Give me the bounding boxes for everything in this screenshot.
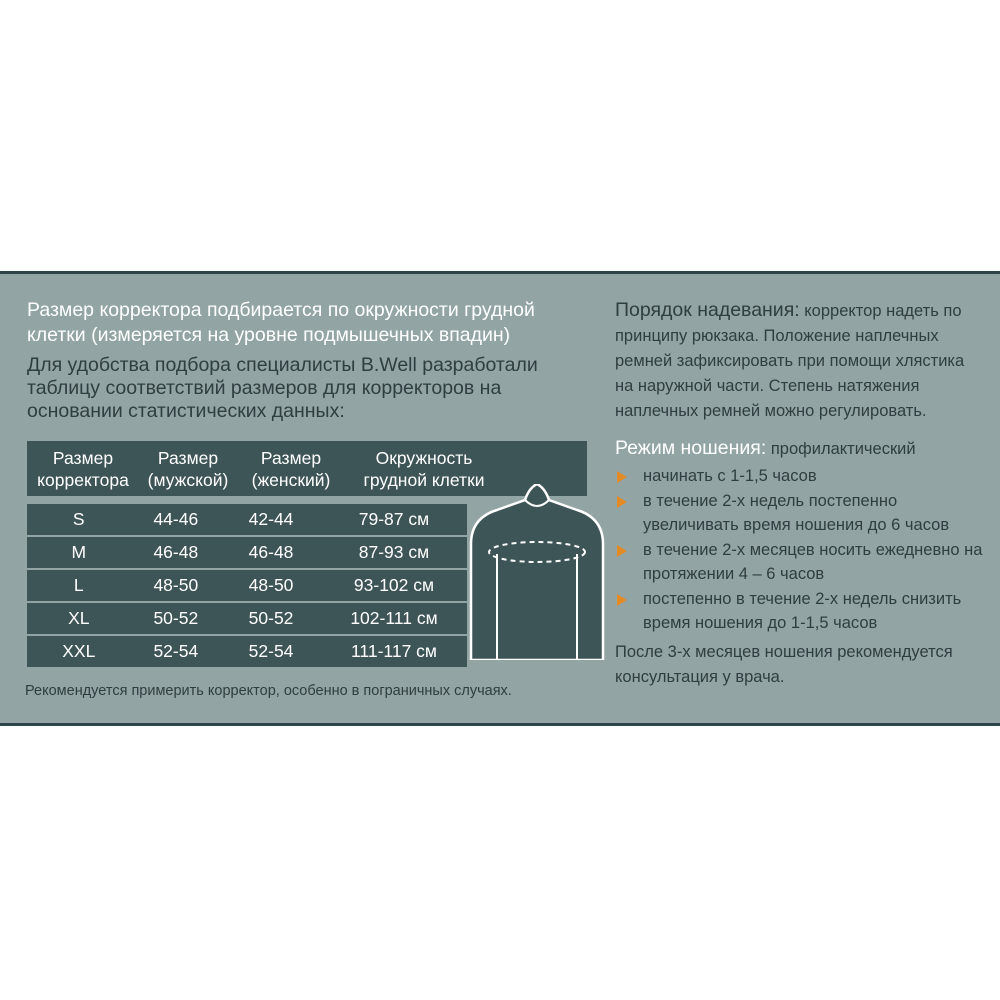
size-table [27, 441, 587, 669]
list-item [615, 538, 985, 587]
mode-subtitle: профилактический [770, 440, 916, 458]
mode-heading [615, 436, 985, 462]
header-chest-circumference: Окружность грудной клетки [363, 447, 485, 490]
doctor-consultation-text: После 3-х месяцев ношения рекомендуется консультация у врача. [615, 642, 953, 686]
cell-corrector-size: XL [68, 608, 90, 628]
cell-chest-circumference: 79-87 см [358, 509, 430, 529]
cell-female-size: 46-48 [248, 542, 294, 562]
order-title: Порядок надевания: [615, 299, 800, 321]
mode-title: Режим ношения: [615, 437, 767, 459]
cell-corrector-size: M [71, 542, 87, 562]
cell-female-size: 48-50 [248, 575, 294, 595]
cell-corrector-size: L [73, 575, 84, 595]
cell-chest-circumference: 93-102 см [353, 575, 435, 595]
intro-measurement-text: Размер корректора подбирается по окружности грудной клетки (измеряется на уровне подмышечных впадин) [27, 299, 535, 346]
cell-male-size: 44-46 [153, 509, 199, 529]
size-table-body [27, 504, 587, 667]
table-row [27, 636, 467, 667]
list-item [615, 587, 985, 636]
wearing-mode-section [615, 436, 985, 690]
triangle-bullet-icon [617, 471, 627, 483]
header-female-size: Размер (женский) [251, 447, 331, 490]
cell-corrector-size: XXL [62, 641, 96, 661]
cell-female-size: 50-52 [248, 608, 294, 628]
cell-chest-circumference: 102-111 см [350, 608, 438, 628]
cell-chest-circumference: 87-93 см [358, 542, 430, 562]
intro-table-description: Для удобства подбора специалисты B.Well разработали таблицу соответствий размеров для корректоров на основании статистических данных: [27, 354, 538, 422]
triangle-bullet-icon [617, 496, 627, 508]
header-corrector-size: Размер корректора [37, 447, 129, 490]
table-row [27, 504, 467, 535]
list-item [615, 489, 985, 538]
step-text: постепенно в течение 2-х недель снизить время ношения до 1-1,5 часов [643, 589, 962, 632]
order-text: корректор надеть по принципу рюкзака. Положение наплечных ремней зафиксировать при помощи хлястика на наружной части. Степень натяжения наплечных ремней можно регулировать. [615, 302, 965, 420]
wearing-steps-list [615, 464, 985, 636]
step-text: в течение 2-х месяцев носить ежедневно на протяжении 4 – 6 часов [643, 540, 983, 583]
torso-measurement-illustration [467, 484, 607, 660]
cell-male-size: 52-54 [153, 641, 199, 661]
cell-female-size: 42-44 [248, 509, 294, 529]
table-row [27, 537, 467, 568]
cell-male-size: 50-52 [153, 608, 199, 628]
table-row [27, 603, 467, 634]
cell-male-size: 48-50 [153, 575, 199, 595]
usage-instructions [615, 298, 985, 690]
cell-chest-circumference: 111-117 см [350, 641, 437, 661]
list-item [615, 464, 985, 489]
table-row [27, 570, 467, 601]
size-chart-panel [0, 271, 1000, 726]
triangle-bullet-icon [617, 545, 627, 557]
step-text: начинать с 1-1,5 часов [643, 467, 817, 485]
fitting-note: Рекомендуется примерить корректор, особенно в пограничных случаях. [25, 683, 512, 699]
cell-female-size: 52-54 [248, 641, 294, 661]
order-section [615, 298, 985, 424]
step-text: в течение 2-х недель постепенно увеличивать время ношения до 6 часов [643, 491, 950, 534]
cell-corrector-size: S [72, 509, 85, 529]
torso-silhouette [471, 484, 603, 660]
triangle-bullet-icon [617, 594, 627, 606]
cell-male-size: 46-48 [153, 542, 199, 562]
header-male-size: Размер (мужской) [147, 447, 229, 490]
